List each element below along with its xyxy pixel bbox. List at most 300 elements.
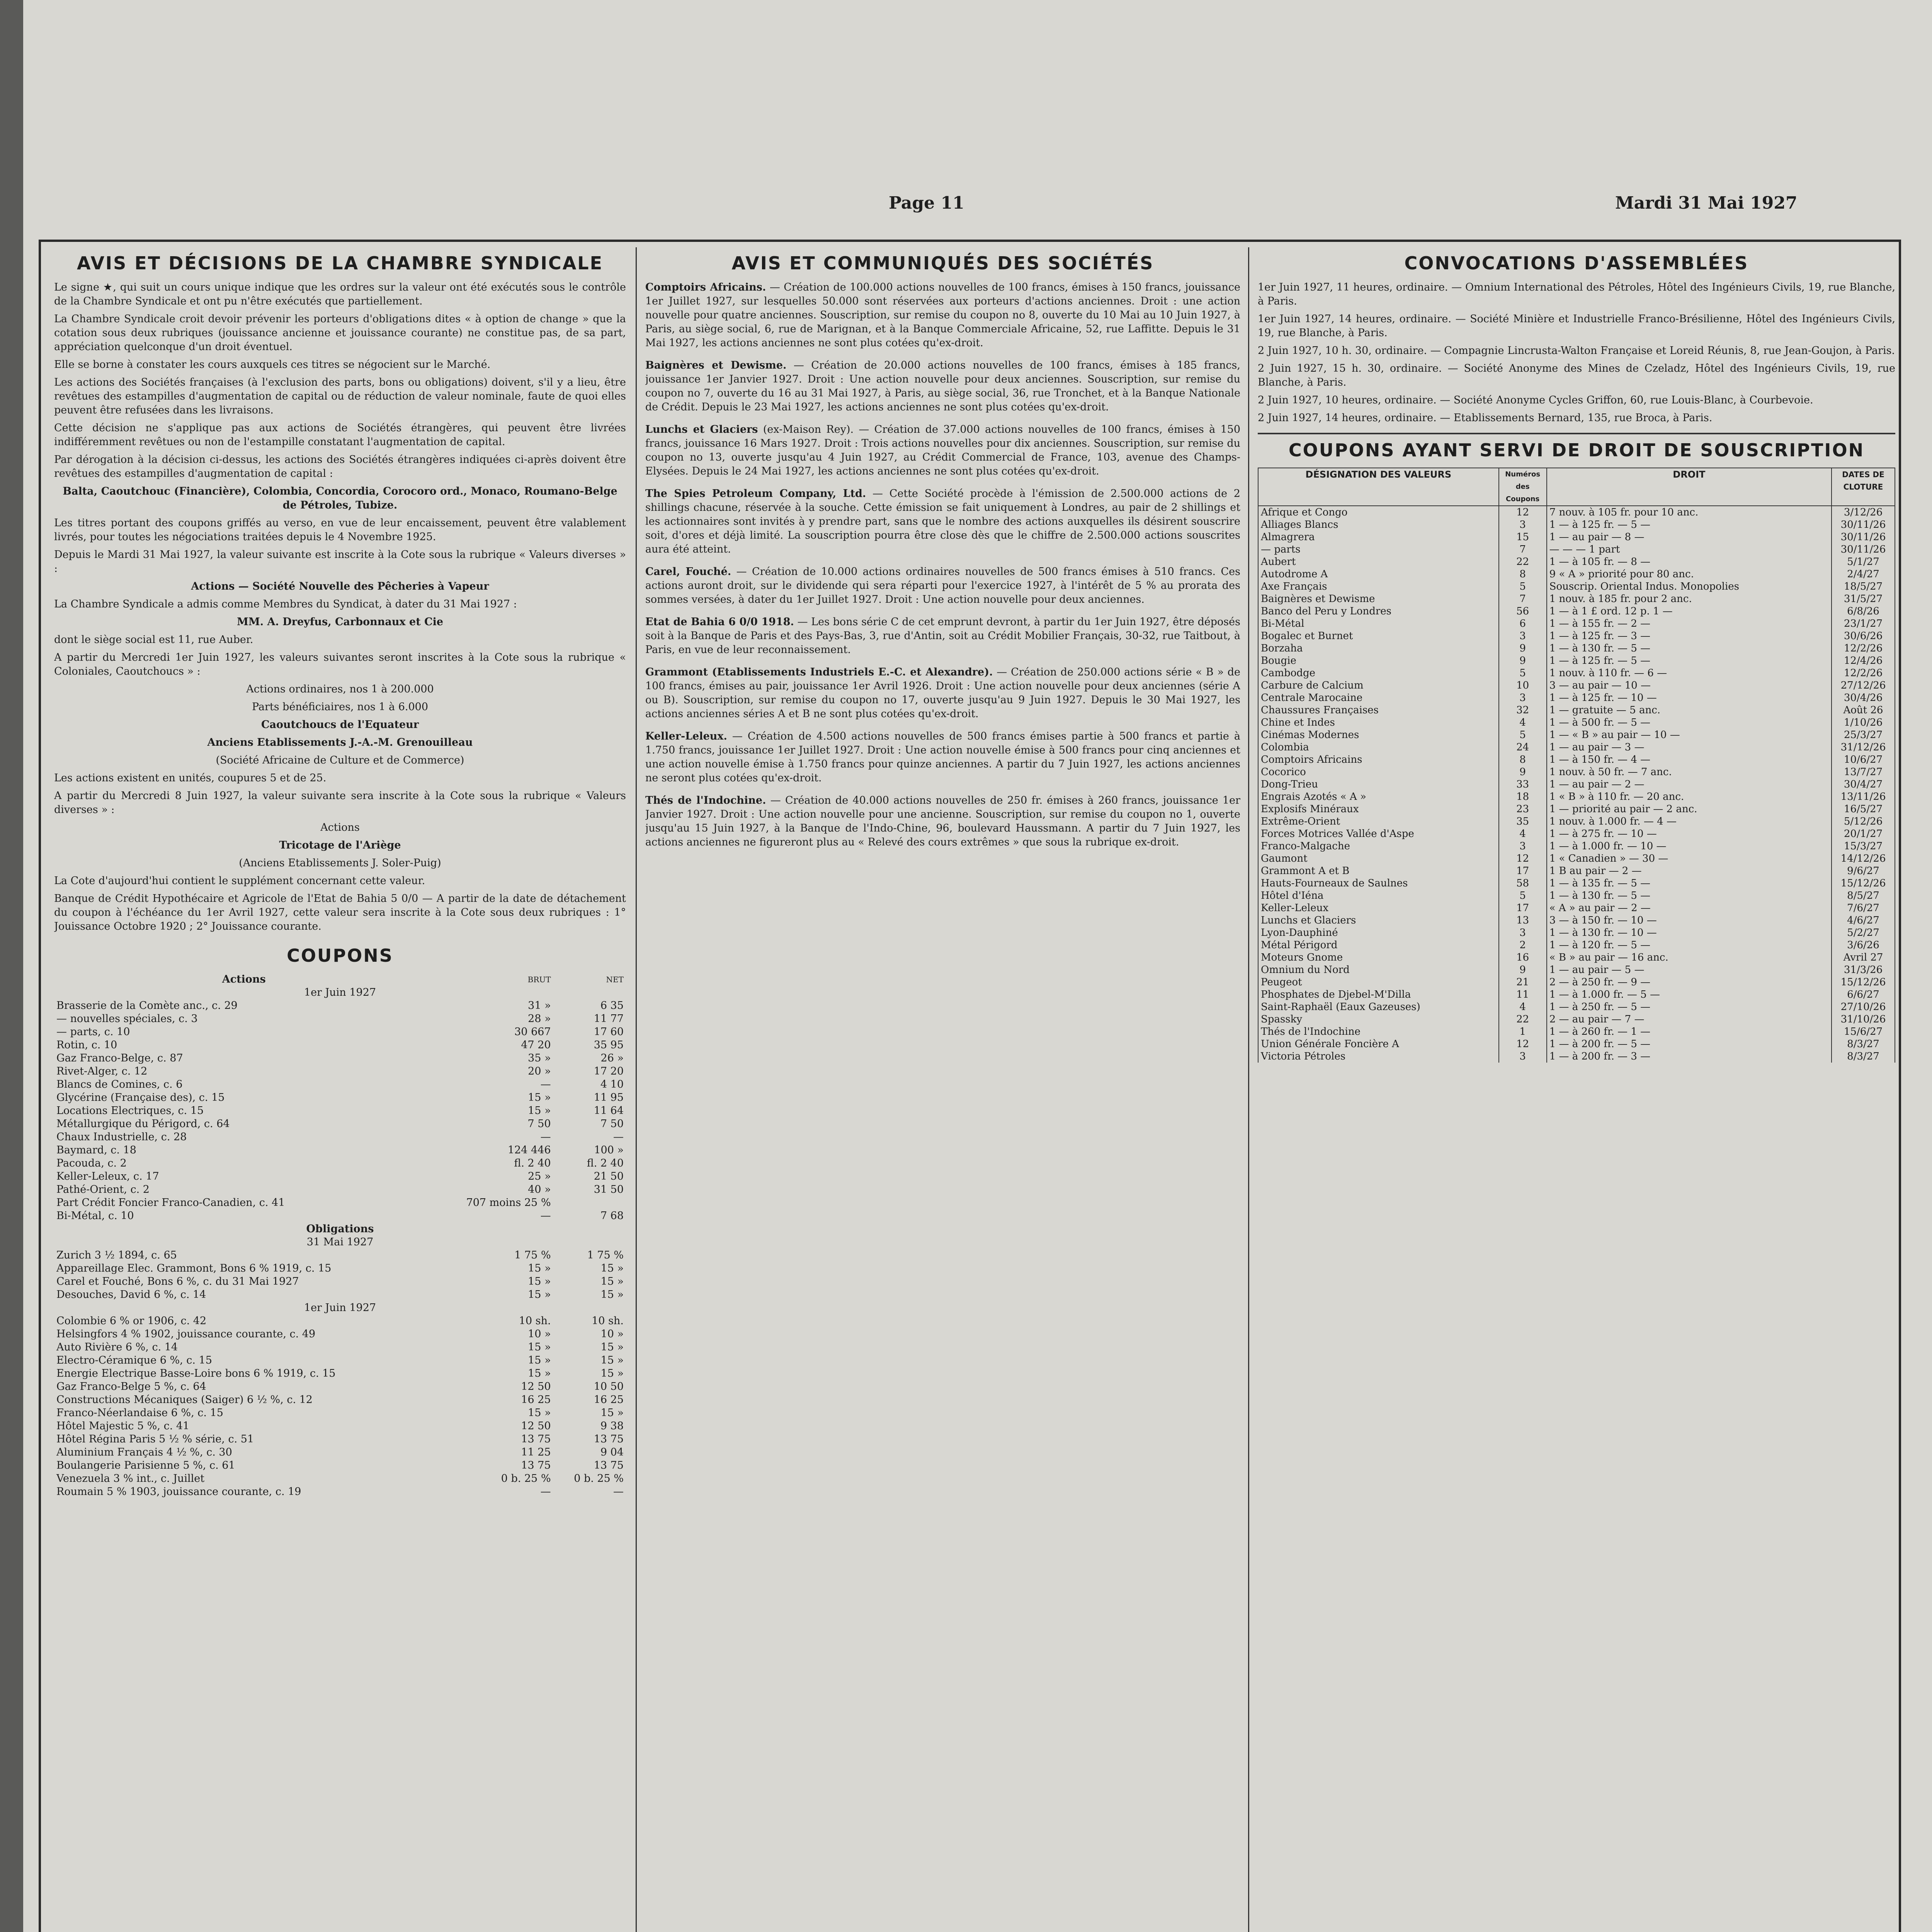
table-cell: 32 bbox=[1499, 704, 1547, 716]
table-cell: 5/1/27 bbox=[1832, 556, 1895, 568]
table-cell: 1 — au pair — 3 — bbox=[1547, 741, 1832, 753]
table-cell: 12 bbox=[1499, 852, 1547, 865]
table-cell: 33 bbox=[1499, 778, 1547, 791]
societe-text: (ex-Maison Rey). — Création de 37.000 actions nouvelles de 100 francs, émises à 150 francs, jouissance 16 Mars 1927. Droit : Trois actions nouvelles pour dix anciennes. Souscription, sur remise du coupon no 13, ouverte jusqu'au 4 Juin 1927, au Crédit Commercial de France, 103, avenue des Champs-Elysées. Depuis le 24 Mai 1927, les actions anciennes ne sont plus cotées qu'ex-droit. bbox=[645, 423, 1240, 477]
table-cell: 11 77 bbox=[594, 1013, 624, 1025]
table-cell: 7 bbox=[1499, 543, 1547, 556]
table-cell: 13 bbox=[1499, 914, 1547, 927]
table-row bbox=[54, 1183, 626, 1196]
table-cell: 16 25 bbox=[521, 1394, 551, 1406]
table-cell: Hauts-Fourneaux de Saulnes bbox=[1258, 877, 1499, 889]
table-cell: 1 — « B » au pair — 10 — bbox=[1547, 729, 1832, 741]
table-cell: 0 b. 25 % bbox=[501, 1473, 551, 1485]
table-cell: 1 nouv. à 50 fr. — 7 anc. bbox=[1547, 766, 1832, 778]
table-cell: 3 — à 150 fr. — 10 — bbox=[1547, 914, 1832, 927]
societe-text: — Création de 10.000 actions ordinaires nouvelles de 500 francs émises à 510 francs. Ces actions auront droit, sur le dividende qui sera réparti pour l'exercice 1927, à l'intérêt de 5 % au prorata des sommes versées, à dater du 1er Juillet 1927. Droit : Une action nouvelle pour deux anciennes. bbox=[645, 566, 1240, 605]
label: Actions bbox=[222, 973, 266, 985]
table-row bbox=[54, 1459, 626, 1472]
table-cell: Baymard, c. 18 bbox=[56, 1144, 136, 1156]
coupons-title: COUPONS bbox=[287, 945, 393, 966]
list-item: Tricotage de l'Ariège bbox=[279, 839, 401, 851]
table-cell: Brasserie de la Comète anc., c. 29 bbox=[56, 1000, 238, 1012]
column-header: Numéros des Coupons bbox=[1499, 468, 1547, 506]
paragraph: Le signe ★, qui suit un cours unique indique que les ordres sur la valeur ont été exécutés sous le contrôle de la Chambre Syndicale et ont pu n'être exécutés que partiellement. bbox=[54, 281, 626, 307]
table-cell: Chine et Indes bbox=[1258, 716, 1499, 729]
table-row bbox=[54, 1367, 626, 1380]
table-row bbox=[54, 1485, 626, 1498]
date-label: 1er Juin 1927 bbox=[304, 1302, 376, 1314]
paragraph: Elle se borne à constater les cours auxquels ces titres se négocient sur le Marché. bbox=[54, 359, 491, 371]
table-cell: 3 bbox=[1499, 840, 1547, 852]
table-row bbox=[54, 1446, 626, 1459]
column-avis-societes bbox=[645, 247, 1240, 1932]
table-cell: Bougie bbox=[1258, 655, 1499, 667]
table-cell: 9 bbox=[1499, 642, 1547, 655]
table-row bbox=[54, 1091, 626, 1104]
list-item: (Société Africaine de Culture et de Commerce) bbox=[216, 754, 464, 766]
table-cell: 13 75 bbox=[521, 1459, 551, 1471]
table-cell: 1 — à 1 £ ord. 12 p. 1 — bbox=[1547, 605, 1832, 617]
table-cell: Hôtel d'Iéna bbox=[1258, 889, 1499, 902]
table-cell: — parts bbox=[1258, 543, 1499, 556]
table-cell: Carel et Fouché, Bons 6 %, c. du 31 Mai 1927 bbox=[56, 1276, 299, 1287]
table-cell: 1 — au pair — 5 — bbox=[1547, 964, 1832, 976]
date-label: 31 Mai 1927 bbox=[306, 1236, 374, 1248]
table-cell: 16/5/27 bbox=[1832, 803, 1895, 815]
table-cell: 1 — à 135 fr. — 5 — bbox=[1547, 877, 1832, 889]
table-row bbox=[1258, 593, 1895, 605]
list-item: (Anciens Etablissements J. Soler-Puig) bbox=[239, 857, 441, 869]
table-cell: 1 — à 130 fr. — 10 — bbox=[1547, 927, 1832, 939]
table-row bbox=[1258, 630, 1895, 642]
table-cell: Cinémas Modernes bbox=[1258, 729, 1499, 741]
section-title: AVIS ET DÉCISIONS DE LA CHAMBRE SYNDICALE bbox=[77, 253, 604, 274]
societe-name: Keller-Leleux. bbox=[645, 730, 727, 742]
table-cell: 1 nouv. à 110 fr. — 6 — bbox=[1547, 667, 1832, 679]
table-cell: 15 bbox=[1499, 531, 1547, 543]
table-cell: Gaz Franco-Belge 5 %, c. 64 bbox=[56, 1381, 206, 1393]
table-cell: Spassky bbox=[1258, 1013, 1499, 1026]
table-cell: — bbox=[613, 1486, 624, 1498]
table-cell: 1 — à 500 fr. — 5 — bbox=[1547, 716, 1832, 729]
table-cell: Almagrera bbox=[1258, 531, 1499, 543]
table-cell: 10 sh. bbox=[592, 1315, 624, 1327]
table-row bbox=[54, 1131, 626, 1144]
table-cell: 15 » bbox=[600, 1341, 624, 1353]
table-cell: Thés de l'Indochine bbox=[1258, 1026, 1499, 1038]
table-cell: Blancs de Comines, c. 6 bbox=[56, 1078, 183, 1090]
table-cell: Comptoirs Africains bbox=[1258, 753, 1499, 766]
table-cell: 3 bbox=[1499, 1050, 1547, 1063]
table-cell: Carbure de Calcium bbox=[1258, 679, 1499, 692]
societe-notice bbox=[645, 281, 1240, 350]
table-cell: Omnium du Nord bbox=[1258, 964, 1499, 976]
table-cell: Glycérine (Française des), c. 15 bbox=[56, 1092, 225, 1104]
list-item: Parts bénéficiaires, nos 1 à 6.000 bbox=[252, 701, 429, 713]
table-row bbox=[1258, 988, 1895, 1001]
table-row bbox=[54, 1406, 626, 1420]
table-cell: Explosifs Minéraux bbox=[1258, 803, 1499, 815]
table-row bbox=[54, 1104, 626, 1117]
table-cell: « A » au pair — 2 — bbox=[1547, 902, 1832, 914]
page-date: Mardi 31 Mai 1927 bbox=[1615, 193, 1798, 213]
table-cell: Bi-Métal bbox=[1258, 617, 1499, 630]
societe-name: Comptoirs Africains. bbox=[645, 281, 766, 293]
table-cell: 6 35 bbox=[600, 1000, 624, 1012]
societe-name: Baignères et Dewisme. bbox=[645, 359, 787, 371]
column-header: DATES DE CLOTURE bbox=[1832, 468, 1895, 506]
table-row bbox=[54, 1472, 626, 1485]
table-cell: Venezuela 3 % int., c. Juillet bbox=[56, 1473, 205, 1485]
table-cell: 18/5/27 bbox=[1832, 580, 1895, 593]
table-cell: 8/3/27 bbox=[1832, 1038, 1895, 1050]
table-cell: Hôtel Majestic 5 %, c. 41 bbox=[56, 1420, 190, 1432]
table-cell: 35 » bbox=[528, 1052, 551, 1064]
table-cell: 31/3/26 bbox=[1832, 964, 1895, 976]
table-cell: 17 bbox=[1499, 902, 1547, 914]
table-cell: Locations Electriques, c. 15 bbox=[56, 1105, 204, 1117]
table-cell: 15 » bbox=[600, 1276, 624, 1287]
table-cell: 100 » bbox=[594, 1144, 624, 1156]
societe-name: The Spies Petroleum Company, Ltd. bbox=[645, 488, 866, 500]
table-row bbox=[54, 1262, 626, 1275]
table-cell: 7 68 bbox=[600, 1210, 624, 1222]
table-row bbox=[1258, 828, 1895, 840]
societe-notice bbox=[645, 730, 1240, 785]
table-row bbox=[1258, 741, 1895, 753]
table-row bbox=[1258, 580, 1895, 593]
societe-name: Thés de l'Indochine. bbox=[645, 794, 766, 806]
date-label: 1er Juin 1927 bbox=[304, 986, 376, 998]
table-cell: Moteurs Gnome bbox=[1258, 951, 1499, 964]
coupons-droit-table bbox=[1258, 468, 1895, 1063]
table-cell: 1 — priorité au pair — 2 anc. bbox=[1547, 803, 1832, 815]
coupons-droit-title: COUPONS AYANT SERVI DE DROIT DE SOUSCRIPTION bbox=[1288, 440, 1865, 461]
column-divider bbox=[636, 247, 637, 1932]
table-cell: 12/2/26 bbox=[1832, 642, 1895, 655]
table-row bbox=[54, 1354, 626, 1367]
societe-notice bbox=[645, 487, 1240, 556]
table-cell: 2 — au pair — 7 — bbox=[1547, 1013, 1832, 1026]
table-cell: 1 — à 200 fr. — 3 — bbox=[1547, 1050, 1832, 1063]
table-row bbox=[54, 1144, 626, 1157]
table-cell: 31/10/26 bbox=[1832, 1013, 1895, 1026]
table-cell: Engrais Azotés « A » bbox=[1258, 791, 1499, 803]
table-cell: 7 50 bbox=[600, 1118, 624, 1130]
paragraph: La Chambre Syndicale croit devoir prévenir les porteurs d'obligations dites « à option de change » que la cotation sous deux rubriques (jouissance ancienne et jouissance courante) ne constitue pas, de sa part, appréciation quelconque d'un droit éventuel. bbox=[54, 313, 626, 353]
table-row bbox=[1258, 617, 1895, 630]
table-cell: 1 — gratuite — 5 anc. bbox=[1547, 704, 1832, 716]
table-cell: Extrême-Orient bbox=[1258, 815, 1499, 828]
table-row bbox=[54, 1012, 626, 1026]
table-cell: 15 » bbox=[528, 1354, 551, 1366]
table-cell: 5/12/26 bbox=[1832, 815, 1895, 828]
table-row bbox=[54, 1170, 626, 1183]
table-cell: 23 bbox=[1499, 803, 1547, 815]
paragraph: Par dérogation à la décision ci-dessus, les actions des Sociétés étrangères indiquées ci-après doivent être revêtues des estampilles d'augmentation de capital : bbox=[54, 454, 626, 480]
table-cell: 11 64 bbox=[594, 1105, 624, 1117]
societe-text: — Création de 40.000 actions nouvelles de 250 fr. émises à 260 francs, jouissance 1er Janvier 1927. Droit : Une action nouvelle pour une ancienne. Souscription, sur remise du coupon no 1, ouverte jusqu'au 15 Juin 1927, à la Banque de l'Indo-Chine, 96, boulevard Haussmann. A partir du 7 Juin 1927, les actions anciennes ne figureront plus au « Relevé des cours extrêmes » que sous la rubrique ex-droit. bbox=[645, 794, 1240, 848]
table-row bbox=[1258, 877, 1895, 889]
table-cell: 10/6/27 bbox=[1832, 753, 1895, 766]
table-row bbox=[1258, 716, 1895, 729]
table-cell: Métallurgique du Périgord, c. 64 bbox=[56, 1118, 230, 1130]
table-cell: Afrique et Congo bbox=[1258, 506, 1499, 519]
table-cell bbox=[553, 1196, 626, 1209]
table-cell: 15/12/26 bbox=[1832, 877, 1895, 889]
table-cell: Métal Périgord bbox=[1258, 939, 1499, 951]
table-cell: Keller-Leleux bbox=[1258, 902, 1499, 914]
paragraph: Depuis le Mardi 31 Mai 1927, la valeur suivante est inscrite à la Cote sous la rubrique « Valeurs diverses » : bbox=[54, 549, 626, 575]
table-cell: Gaumont bbox=[1258, 852, 1499, 865]
table-cell: 3 bbox=[1499, 519, 1547, 531]
label: Obligations bbox=[306, 1223, 374, 1235]
table-cell: 24 bbox=[1499, 741, 1547, 753]
table-cell: 1 B au pair — 2 — bbox=[1547, 865, 1832, 877]
table-row bbox=[54, 1196, 626, 1209]
table-cell: 27/10/26 bbox=[1832, 1001, 1895, 1013]
table-row bbox=[1258, 519, 1895, 531]
table-cell: 9 bbox=[1499, 964, 1547, 976]
table-cell: 26 » bbox=[600, 1052, 624, 1064]
table-cell: Franco-Malgache bbox=[1258, 840, 1499, 852]
table-cell: 1 — à 1.000 fr. — 5 — bbox=[1547, 988, 1832, 1001]
table-row bbox=[1258, 803, 1895, 815]
table-cell: 1 — à 150 fr. — 4 — bbox=[1547, 753, 1832, 766]
societe-name: Carel, Fouché. bbox=[645, 566, 731, 578]
table-cell: 15 » bbox=[528, 1092, 551, 1104]
table-cell: 30/4/26 bbox=[1832, 692, 1895, 704]
table-row bbox=[1258, 531, 1895, 543]
table-row bbox=[1258, 1050, 1895, 1063]
table-row bbox=[54, 1341, 626, 1354]
table-cell: Appareillage Elec. Grammont, Bons 6 % 1919, c. 15 bbox=[56, 1262, 332, 1274]
table-cell: 6/8/26 bbox=[1832, 605, 1895, 617]
table-row bbox=[1258, 815, 1895, 828]
table-row bbox=[1258, 852, 1895, 865]
table-row bbox=[1258, 865, 1895, 877]
table-row bbox=[54, 1209, 626, 1223]
column-header: DÉSIGNATION DES VALEURS bbox=[1258, 468, 1499, 506]
table-cell: Axe Français bbox=[1258, 580, 1499, 593]
table-cell: 47 20 bbox=[521, 1039, 551, 1051]
table-row bbox=[54, 1275, 626, 1288]
table-cell: 15 » bbox=[528, 1341, 551, 1353]
table-cell: Grammont A et B bbox=[1258, 865, 1499, 877]
table-cell: « B » au pair — 16 anc. bbox=[1547, 951, 1832, 964]
table-cell: 15 » bbox=[528, 1407, 551, 1419]
paragraph: La Chambre Syndicale a admis comme Membres du Syndicat, à dater du 31 Mai 1927 : bbox=[54, 598, 517, 610]
table-cell: 124 446 bbox=[507, 1144, 551, 1156]
page-number: Page 11 bbox=[889, 193, 964, 213]
table-cell: Electro-Céramique 6 %, c. 15 bbox=[56, 1354, 212, 1366]
table-row bbox=[1258, 976, 1895, 988]
table-row bbox=[1258, 1013, 1895, 1026]
table-cell: 2/4/27 bbox=[1832, 568, 1895, 580]
table-cell: 28 » bbox=[528, 1013, 551, 1025]
table-cell: Souscrip. Oriental Indus. Monopolies bbox=[1547, 580, 1832, 593]
table-cell: 30/11/26 bbox=[1832, 543, 1895, 556]
paragraph: Les actions des Sociétés françaises (à l'exclusion des parts, bons ou obligations) doivent, s'il y a lieu, être revêtues des estampilles d'augmentation de capital ou de réduction de valeur nominale, faute de quoi elles peuvent être refusées dans les livraisons. bbox=[54, 376, 626, 416]
list-item: Actions bbox=[320, 821, 360, 833]
table-cell: Banco del Peru y Londres bbox=[1258, 605, 1499, 617]
table-cell: 25 » bbox=[528, 1170, 551, 1182]
table-cell: 15 » bbox=[600, 1289, 624, 1301]
table-cell: Saint-Raphaël (Eaux Gazeuses) bbox=[1258, 1001, 1499, 1013]
table-cell: 13/7/27 bbox=[1832, 766, 1895, 778]
table-row bbox=[1258, 543, 1895, 556]
table-row bbox=[54, 1315, 626, 1328]
table-cell: 10 » bbox=[528, 1328, 551, 1340]
paragraph: Cette décision ne s'applique pas aux actions de Sociétés étrangères, qui peuvent être livrées indifféremment revêtues ou non de l'estampille constatant l'augmentation de capital. bbox=[54, 422, 626, 448]
table-cell: fl. 2 40 bbox=[514, 1157, 551, 1169]
table-row bbox=[1258, 556, 1895, 568]
table-cell: 30/11/26 bbox=[1832, 519, 1895, 531]
table-cell: 17 bbox=[1499, 865, 1547, 877]
convocation-item: 2 Juin 1927, 14 heures, ordinaire. — Etablissements Bernard, 135, rue Broca, à Paris. bbox=[1258, 412, 1713, 424]
table-cell: Lunchs et Glaciers bbox=[1258, 914, 1499, 927]
table-row bbox=[54, 1420, 626, 1433]
table-cell: Auto Rivière 6 %, c. 14 bbox=[56, 1341, 178, 1353]
table-row bbox=[54, 1026, 626, 1039]
societe-notice bbox=[645, 665, 1240, 721]
table-cell: 31 50 bbox=[594, 1184, 624, 1196]
table-cell: 6/6/27 bbox=[1832, 988, 1895, 1001]
table-cell: 5 bbox=[1499, 729, 1547, 741]
societe-text: — Création de 250.000 actions série « B » de 100 francs, émises au pair, jouissance 1er Avril 1926. Droit : Une action nouvelle pour deux anciennes (série A ou B). Souscription, sur remise du coupon no 17, ouverte jusqu'au 9 Juin 1927. Depuis le 30 Mai 1927, les actions anciennes séries A et B ne sont plus cotées qu'ex-droit. bbox=[645, 666, 1240, 720]
table-cell: 13 75 bbox=[521, 1433, 551, 1445]
table-cell: 15 » bbox=[528, 1367, 551, 1379]
table-cell: Part Crédit Foncier Franco-Canadien, c. 41 bbox=[56, 1197, 285, 1209]
table-cell: 1 75 % bbox=[514, 1249, 551, 1261]
table-cell: 1/10/26 bbox=[1832, 716, 1895, 729]
societe-notice bbox=[645, 794, 1240, 849]
table-cell: Baignères et Dewisme bbox=[1258, 593, 1499, 605]
table-cell: Chaux Industrielle, c. 28 bbox=[56, 1131, 187, 1143]
societe-text: — Les bons série C de cet emprunt devront, à partir du 1er Juin 1927, être déposés soit à la Banque de Paris et des Pays-Bas, 3, rue d'Antin, soit au Crédit Mobilier Français, 30-32, rue Taitbout, à Paris, en vue de leur reconnaissement. bbox=[645, 616, 1240, 656]
table-cell: 1 — au pair — 8 — bbox=[1547, 531, 1832, 543]
table-cell: Desouches, David 6 %, c. 14 bbox=[56, 1289, 206, 1301]
table-cell: 7 nouv. à 105 fr. pour 10 anc. bbox=[1547, 506, 1832, 519]
adjacent-page-edge bbox=[0, 0, 23, 1932]
table-cell: 10 sh. bbox=[519, 1315, 551, 1327]
table-cell: Aubert bbox=[1258, 556, 1499, 568]
table-cell: 11 bbox=[1499, 988, 1547, 1001]
table-cell: 1 bbox=[1499, 1026, 1547, 1038]
table-row bbox=[1258, 605, 1895, 617]
convocation-item: 1er Juin 1927, 11 heures, ordinaire. — Omnium International des Pétroles, Hôtel des Ingénieurs Civils, 19, rue Blanche, à Paris. bbox=[1258, 281, 1895, 307]
paragraph: A partir du Mercredi 8 Juin 1927, la valeur suivante sera inscrite à la Cote sous la rubrique « Valeurs diverses » : bbox=[54, 790, 626, 816]
table-cell: Union Générale Foncière A bbox=[1258, 1038, 1499, 1050]
table-cell: Roumain 5 % 1903, jouissance courante, c. 19 bbox=[56, 1486, 301, 1498]
table-cell: 8/3/27 bbox=[1832, 1050, 1895, 1063]
table-row bbox=[54, 1249, 626, 1262]
table-cell: 1 — à 120 fr. — 5 — bbox=[1547, 939, 1832, 951]
table-cell: 16 bbox=[1499, 951, 1547, 964]
table-cell: 4 bbox=[1499, 828, 1547, 840]
table-row bbox=[1258, 778, 1895, 791]
table-cell: — parts, c. 10 bbox=[56, 1026, 130, 1038]
table-row bbox=[1258, 951, 1895, 964]
table-row bbox=[1258, 964, 1895, 976]
table-cell: 0 b. 25 % bbox=[574, 1473, 624, 1485]
table-cell: 1 75 % bbox=[587, 1249, 624, 1261]
table-cell: 30/11/26 bbox=[1832, 531, 1895, 543]
table-cell: 1 — à 250 fr. — 5 — bbox=[1547, 1001, 1832, 1013]
paragraph: Balta, Caoutchouc (Financière), Colombia, Concordia, Corocoro ord., Monaco, Roumano-Belge de Pétroles, Tubize. bbox=[63, 485, 617, 511]
table-row bbox=[1258, 692, 1895, 704]
table-row bbox=[1258, 568, 1895, 580]
table-row bbox=[54, 1117, 626, 1131]
societe-notice bbox=[645, 615, 1240, 657]
table-cell: 9/6/27 bbox=[1832, 865, 1895, 877]
table-cell: 11 95 bbox=[594, 1092, 624, 1104]
table-cell: Lyon-Dauphiné bbox=[1258, 927, 1499, 939]
table-row bbox=[54, 999, 626, 1012]
table-cell: 10 50 bbox=[594, 1381, 624, 1393]
table-cell: Cambodge bbox=[1258, 667, 1499, 679]
table-cell: 22 bbox=[1499, 1013, 1547, 1026]
table-cell: 4 bbox=[1499, 716, 1547, 729]
table-row bbox=[1258, 939, 1895, 951]
table-cell: 56 bbox=[1499, 605, 1547, 617]
table-cell: 13 75 bbox=[594, 1459, 624, 1471]
table-row bbox=[1258, 840, 1895, 852]
table-cell: Forces Motrices Vallée d'Aspe bbox=[1258, 828, 1499, 840]
table-cell: 17 20 bbox=[594, 1065, 624, 1077]
table-cell: 9 bbox=[1499, 766, 1547, 778]
table-cell: 2 — à 250 fr. — 9 — bbox=[1547, 976, 1832, 988]
table-row bbox=[1258, 791, 1895, 803]
table-cell: 17 60 bbox=[594, 1026, 624, 1038]
table-cell: 1 — à 200 fr. — 5 — bbox=[1547, 1038, 1832, 1050]
table-cell: 12 bbox=[1499, 506, 1547, 519]
table-cell: 1 nouv. à 185 fr. pour 2 anc. bbox=[1547, 593, 1832, 605]
table-cell: 31/12/26 bbox=[1832, 741, 1895, 753]
table-cell: Cocorico bbox=[1258, 766, 1499, 778]
societe-notice bbox=[645, 565, 1240, 607]
societe-name: Etat de Bahia 6 0/0 1918. bbox=[645, 616, 794, 628]
list-item: Actions ordinaires, nos 1 à 200.000 bbox=[246, 683, 434, 695]
table-cell: 13/11/26 bbox=[1832, 791, 1895, 803]
convocation-item: 2 Juin 1927, 15 h. 30, ordinaire. — Société Anonyme des Mines de Czeladz, Hôtel des Ingénieurs Civils, 19, rue Blanche, à Paris. bbox=[1258, 362, 1895, 388]
table-cell: 12/2/26 bbox=[1832, 667, 1895, 679]
table-cell: 15 » bbox=[528, 1289, 551, 1301]
table-row bbox=[1258, 927, 1895, 939]
table-cell: 1 — à 125 fr. — 10 — bbox=[1547, 692, 1832, 704]
table-cell: 9 38 bbox=[600, 1420, 624, 1432]
member-names: MM. A. Dreyfus, Carbonnaux et Cie bbox=[236, 616, 444, 628]
table-cell: Pacouda, c. 2 bbox=[56, 1157, 127, 1169]
table-cell: 12 bbox=[1499, 1038, 1547, 1050]
table-cell: 7 50 bbox=[527, 1118, 551, 1130]
header-brut: BRUT bbox=[527, 975, 551, 984]
convocation-item: 2 Juin 1927, 10 heures, ordinaire. — Société Anonyme Cycles Griffon, 60, rue Louis-Blanc, à Courbevoie. bbox=[1258, 394, 1813, 406]
table-cell: 3 bbox=[1499, 630, 1547, 642]
table-cell: 1 — à 105 fr. — 8 — bbox=[1547, 556, 1832, 568]
table-cell: 8 bbox=[1499, 568, 1547, 580]
table-row bbox=[1258, 704, 1895, 716]
table-row bbox=[1258, 506, 1895, 519]
table-cell: 1 « B » à 110 fr. — 20 anc. bbox=[1547, 791, 1832, 803]
table-cell: Constructions Mécaniques (Saiger) 6 ½ %, c. 12 bbox=[56, 1394, 313, 1406]
table-cell: 3 bbox=[1499, 692, 1547, 704]
table-row bbox=[1258, 1038, 1895, 1050]
section-title: CONVOCATIONS D'ASSEMBLÉES bbox=[1404, 253, 1749, 274]
convocation-item: 1er Juin 1927, 14 heures, ordinaire. — Société Minière et Industrielle Franco-Brésilienne, Hôtel des Ingénieurs Civils, 19, rue Blanche, à Paris. bbox=[1258, 313, 1895, 339]
table-cell: Chaussures Françaises bbox=[1258, 704, 1499, 716]
table-cell: Phosphates de Djebel-M'Dilla bbox=[1258, 988, 1499, 1001]
